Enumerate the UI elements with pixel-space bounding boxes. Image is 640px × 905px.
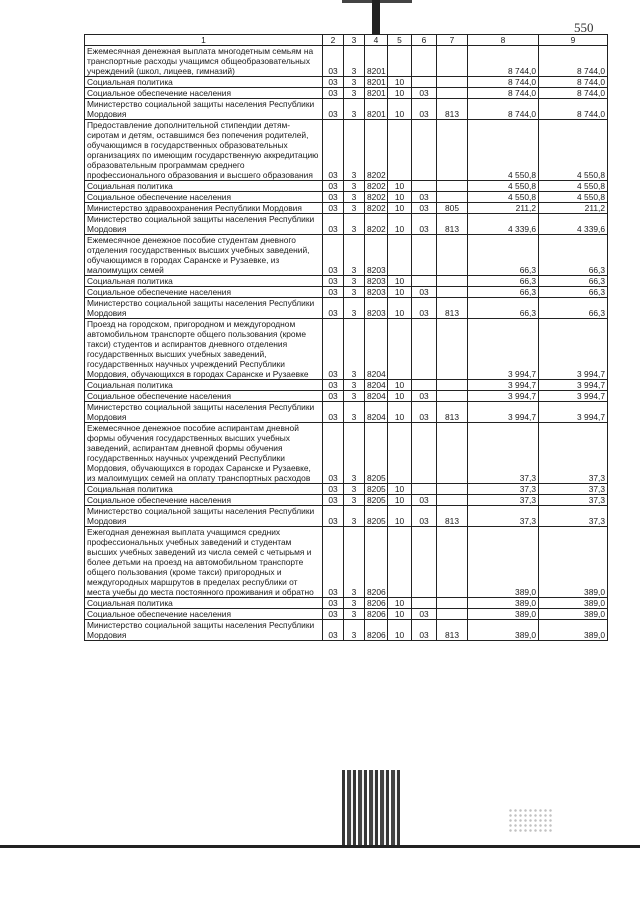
chapter-code-cell: 10 [388, 203, 412, 214]
article-code-cell: 8203 [365, 298, 388, 319]
ministry-code-cell [437, 484, 468, 495]
sub-chapter-code-cell: 03 [412, 506, 437, 527]
ministry-code-cell [437, 46, 468, 77]
ministry-code-cell [437, 88, 468, 99]
scan-artifact-top-mark [372, 0, 380, 34]
row-name-cell: Ежемесячное денежное пособие студентам дневного отделения государственных высших учебных заведений, обучающимся в городах Саранске и Рузаевке, из малоимущих семей [85, 235, 323, 276]
section-code-cell: 03 [323, 298, 344, 319]
row-name-cell: Ежемесячное денежное пособие аспирантам дневной формы обучения государственных высших учебных заведений, аспирантам дневной формы обучения государственных научных учреждений Республики Мордовия, обучающихся в городах Саранске и Рузаевке, из малоимущих семей на оплату транспортных расходов [85, 423, 323, 484]
chapter-code-cell: 10 [388, 609, 412, 620]
amount-total-cell: 389,0 [539, 609, 608, 620]
section-code-cell: 03 [323, 192, 344, 203]
budget-table [84, 34, 608, 641]
article-code-cell: 8206 [365, 598, 388, 609]
table-row [85, 391, 608, 402]
subsection-code-cell: 3 [344, 527, 365, 598]
subsection-code-cell: 3 [344, 609, 365, 620]
amount-total-cell: 4 550,8 [539, 192, 608, 203]
ministry-code-cell [437, 276, 468, 287]
table-row [85, 46, 608, 77]
table-row [85, 235, 608, 276]
section-code-cell: 03 [323, 423, 344, 484]
amount-total-cell: 37,3 [539, 506, 608, 527]
subsection-code-cell: 3 [344, 181, 365, 192]
amount-cell: 3 994,7 [468, 380, 539, 391]
article-code-cell: 8202 [365, 192, 388, 203]
row-name-cell: Министерство социальной защиты населения Республики Мордовия [85, 506, 323, 527]
column-header-5: 5 [388, 35, 412, 46]
chapter-code-cell: 10 [388, 276, 412, 287]
ministry-code-cell: 813 [437, 506, 468, 527]
chapter-code-cell: 10 [388, 88, 412, 99]
table-row [85, 99, 608, 120]
table-row [85, 506, 608, 527]
row-name-cell: Социальное обеспечение населения [85, 88, 323, 99]
subsection-code-cell: 3 [344, 276, 365, 287]
amount-total-cell: 389,0 [539, 620, 608, 641]
article-code-cell: 8201 [365, 46, 388, 77]
chapter-code-cell: 10 [388, 495, 412, 506]
sub-chapter-code-cell: 03 [412, 192, 437, 203]
sub-chapter-code-cell: 03 [412, 203, 437, 214]
amount-total-cell: 8 744,0 [539, 77, 608, 88]
sub-chapter-code-cell [412, 46, 437, 77]
chapter-code-cell: 10 [388, 620, 412, 641]
ministry-code-cell: 813 [437, 99, 468, 120]
article-code-cell: 8201 [365, 99, 388, 120]
column-header-7: 7 [437, 35, 468, 46]
amount-total-cell: 37,3 [539, 495, 608, 506]
ministry-code-cell [437, 181, 468, 192]
ministry-code-cell [437, 77, 468, 88]
amount-cell: 389,0 [468, 527, 539, 598]
section-code-cell: 03 [323, 214, 344, 235]
row-name-cell: Социальная политика [85, 181, 323, 192]
ministry-code-cell: 813 [437, 620, 468, 641]
row-name-cell: Министерство социальной защиты населения Республики Мордовия [85, 620, 323, 641]
row-name-cell: Ежемесячная денежная выплата многодетным семьям на транспортные расходы учащимся общеобразовательных учреждений (школ, лицеев, гимназий) [85, 46, 323, 77]
sub-chapter-code-cell [412, 120, 437, 181]
article-code-cell: 8202 [365, 214, 388, 235]
row-name-cell: Министерство социальной защиты населения Республики Мордовия [85, 99, 323, 120]
scan-artifact-binding-mark [342, 770, 400, 845]
chapter-code-cell: 10 [388, 598, 412, 609]
sub-chapter-code-cell: 03 [412, 287, 437, 298]
article-code-cell: 8201 [365, 77, 388, 88]
chapter-code-cell [388, 423, 412, 484]
sub-chapter-code-cell: 03 [412, 402, 437, 423]
amount-total-cell: 3 994,7 [539, 380, 608, 391]
sub-chapter-code-cell [412, 319, 437, 380]
sub-chapter-code-cell: 03 [412, 609, 437, 620]
row-name-cell: Ежегодная денежная выплата учащимся средних профессиональных учебных заведений и студентам высших учебных заведений из числа семей с четырьмя и более детьми на проезд на автомобильном транспорте общего пользования (кроме такси) пригородных и междугородных маршрутов в пределах республики от места учебы до места постоянного проживания и обратно [85, 527, 323, 598]
subsection-code-cell: 3 [344, 620, 365, 641]
article-code-cell: 8202 [365, 181, 388, 192]
amount-cell: 389,0 [468, 620, 539, 641]
scan-artifact-speckle [508, 808, 554, 834]
row-name-cell: Социальное обеспечение населения [85, 609, 323, 620]
subsection-code-cell: 3 [344, 99, 365, 120]
sub-chapter-code-cell [412, 598, 437, 609]
row-name-cell: Социальная политика [85, 598, 323, 609]
column-header-8: 8 [468, 35, 539, 46]
ministry-code-cell: 805 [437, 203, 468, 214]
amount-cell: 37,3 [468, 484, 539, 495]
subsection-code-cell: 3 [344, 298, 365, 319]
article-code-cell: 8204 [365, 402, 388, 423]
section-code-cell: 03 [323, 287, 344, 298]
section-code-cell: 03 [323, 99, 344, 120]
table-row [85, 620, 608, 641]
subsection-code-cell: 3 [344, 287, 365, 298]
section-code-cell: 03 [323, 609, 344, 620]
article-code-cell: 8205 [365, 495, 388, 506]
table-row [85, 181, 608, 192]
amount-cell: 8 744,0 [468, 88, 539, 99]
article-code-cell: 8204 [365, 391, 388, 402]
article-code-cell: 8203 [365, 276, 388, 287]
subsection-code-cell: 3 [344, 319, 365, 380]
section-code-cell: 03 [323, 235, 344, 276]
amount-cell: 66,3 [468, 276, 539, 287]
table-body [85, 46, 608, 641]
amount-cell: 66,3 [468, 235, 539, 276]
chapter-code-cell: 10 [388, 391, 412, 402]
amount-cell: 4 339,6 [468, 214, 539, 235]
table-row [85, 380, 608, 391]
amount-total-cell: 389,0 [539, 527, 608, 598]
amount-total-cell: 66,3 [539, 298, 608, 319]
table-row [85, 77, 608, 88]
amount-total-cell: 8 744,0 [539, 99, 608, 120]
row-name-cell: Социальное обеспечение населения [85, 495, 323, 506]
table-row [85, 402, 608, 423]
amount-cell: 8 744,0 [468, 77, 539, 88]
chapter-code-cell [388, 527, 412, 598]
chapter-code-cell: 10 [388, 181, 412, 192]
article-code-cell: 8201 [365, 88, 388, 99]
amount-cell: 8 744,0 [468, 99, 539, 120]
amount-total-cell: 211,2 [539, 203, 608, 214]
row-name-cell: Социальная политика [85, 77, 323, 88]
chapter-code-cell: 10 [388, 298, 412, 319]
chapter-code-cell: 10 [388, 484, 412, 495]
ministry-code-cell [437, 495, 468, 506]
ministry-code-cell [437, 598, 468, 609]
section-code-cell: 03 [323, 319, 344, 380]
sub-chapter-code-cell: 03 [412, 88, 437, 99]
amount-cell: 4 550,8 [468, 192, 539, 203]
sub-chapter-code-cell: 03 [412, 298, 437, 319]
amount-total-cell: 3 994,7 [539, 319, 608, 380]
table-row [85, 88, 608, 99]
table-row [85, 214, 608, 235]
article-code-cell: 8206 [365, 620, 388, 641]
column-header-3: 3 [344, 35, 365, 46]
amount-total-cell: 4 339,6 [539, 214, 608, 235]
amount-total-cell: 3 994,7 [539, 402, 608, 423]
amount-cell: 8 744,0 [468, 46, 539, 77]
ministry-code-cell [437, 609, 468, 620]
sub-chapter-code-cell: 03 [412, 99, 437, 120]
article-code-cell: 8202 [365, 120, 388, 181]
article-code-cell: 8206 [365, 527, 388, 598]
amount-total-cell: 37,3 [539, 484, 608, 495]
amount-cell: 4 550,8 [468, 120, 539, 181]
table-header-row [85, 35, 608, 46]
column-header-1: 1 [85, 35, 323, 46]
table-row [85, 120, 608, 181]
subsection-code-cell: 3 [344, 88, 365, 99]
ministry-code-cell: 813 [437, 402, 468, 423]
row-name-cell: Социальное обеспечение населения [85, 391, 323, 402]
amount-cell: 3 994,7 [468, 402, 539, 423]
section-code-cell: 03 [323, 391, 344, 402]
row-name-cell: Социальная политика [85, 276, 323, 287]
subsection-code-cell: 3 [344, 495, 365, 506]
amount-cell: 389,0 [468, 598, 539, 609]
column-header-4: 4 [365, 35, 388, 46]
section-code-cell: 03 [323, 276, 344, 287]
article-code-cell: 8202 [365, 203, 388, 214]
sub-chapter-code-cell [412, 181, 437, 192]
row-name-cell: Социальная политика [85, 380, 323, 391]
row-name-cell: Социальное обеспечение населения [85, 192, 323, 203]
section-code-cell: 03 [323, 402, 344, 423]
chapter-code-cell: 10 [388, 402, 412, 423]
ministry-code-cell [437, 423, 468, 484]
chapter-code-cell [388, 46, 412, 77]
ministry-code-cell [437, 120, 468, 181]
section-code-cell: 03 [323, 181, 344, 192]
chapter-code-cell: 10 [388, 380, 412, 391]
chapter-code-cell: 10 [388, 287, 412, 298]
amount-cell: 211,2 [468, 203, 539, 214]
column-header-9: 9 [539, 35, 608, 46]
row-name-cell: Министерство социальной защиты населения Республики Мордовия [85, 402, 323, 423]
subsection-code-cell: 3 [344, 391, 365, 402]
amount-total-cell: 66,3 [539, 287, 608, 298]
chapter-code-cell: 10 [388, 192, 412, 203]
section-code-cell: 03 [323, 77, 344, 88]
subsection-code-cell: 3 [344, 235, 365, 276]
section-code-cell: 03 [323, 88, 344, 99]
chapter-code-cell [388, 319, 412, 380]
amount-cell: 66,3 [468, 298, 539, 319]
subsection-code-cell: 3 [344, 77, 365, 88]
table-row [85, 484, 608, 495]
sub-chapter-code-cell: 03 [412, 495, 437, 506]
article-code-cell: 8204 [365, 319, 388, 380]
amount-total-cell: 37,3 [539, 423, 608, 484]
subsection-code-cell: 3 [344, 380, 365, 391]
page-number: 550 [574, 20, 594, 35]
subsection-code-cell: 3 [344, 46, 365, 77]
amount-total-cell: 8 744,0 [539, 88, 608, 99]
subsection-code-cell: 3 [344, 120, 365, 181]
amount-total-cell: 66,3 [539, 235, 608, 276]
sub-chapter-code-cell: 03 [412, 214, 437, 235]
ministry-code-cell [437, 380, 468, 391]
chapter-code-cell: 10 [388, 506, 412, 527]
sub-chapter-code-cell [412, 423, 437, 484]
row-name-cell: Проезд на городском, пригородном и междугородном автомобильном транспорте общего пользования (кроме такси) студентов и аспирантов дневного отделения государственных высших учебных заведений, государственных научных учреждений Республики Мордовия, обучающихся в городах Саранске и Рузаевке [85, 319, 323, 380]
subsection-code-cell: 3 [344, 484, 365, 495]
article-code-cell: 8205 [365, 423, 388, 484]
row-name-cell: Социальная политика [85, 484, 323, 495]
section-code-cell: 03 [323, 484, 344, 495]
row-name-cell: Министерство социальной защиты населения Республики Мордовия [85, 298, 323, 319]
article-code-cell: 8203 [365, 235, 388, 276]
table-row [85, 423, 608, 484]
ministry-code-cell: 813 [437, 298, 468, 319]
sub-chapter-code-cell [412, 380, 437, 391]
subsection-code-cell: 3 [344, 192, 365, 203]
table-row [85, 298, 608, 319]
subsection-code-cell: 3 [344, 203, 365, 214]
amount-cell: 37,3 [468, 506, 539, 527]
table-row [85, 276, 608, 287]
section-code-cell: 03 [323, 598, 344, 609]
amount-total-cell: 66,3 [539, 276, 608, 287]
amount-cell: 4 550,8 [468, 181, 539, 192]
subsection-code-cell: 3 [344, 214, 365, 235]
sub-chapter-code-cell [412, 484, 437, 495]
sub-chapter-code-cell [412, 276, 437, 287]
amount-total-cell: 4 550,8 [539, 120, 608, 181]
sub-chapter-code-cell: 03 [412, 620, 437, 641]
article-code-cell: 8204 [365, 380, 388, 391]
chapter-code-cell [388, 120, 412, 181]
table-row [85, 287, 608, 298]
ministry-code-cell: 813 [437, 214, 468, 235]
section-code-cell: 03 [323, 495, 344, 506]
section-code-cell: 03 [323, 380, 344, 391]
ministry-code-cell [437, 287, 468, 298]
article-code-cell: 8206 [365, 609, 388, 620]
table-row [85, 609, 608, 620]
amount-cell: 3 994,7 [468, 319, 539, 380]
subsection-code-cell: 3 [344, 598, 365, 609]
table-row [85, 319, 608, 380]
section-code-cell: 03 [323, 120, 344, 181]
subsection-code-cell: 3 [344, 423, 365, 484]
ministry-code-cell [437, 319, 468, 380]
sub-chapter-code-cell [412, 235, 437, 276]
row-name-cell: Социальное обеспечение населения [85, 287, 323, 298]
sub-chapter-code-cell [412, 77, 437, 88]
amount-total-cell: 8 744,0 [539, 46, 608, 77]
chapter-code-cell: 10 [388, 77, 412, 88]
amount-cell: 3 994,7 [468, 391, 539, 402]
amount-cell: 37,3 [468, 495, 539, 506]
table-row [85, 495, 608, 506]
table-row [85, 598, 608, 609]
ministry-code-cell [437, 527, 468, 598]
ministry-code-cell [437, 391, 468, 402]
subsection-code-cell: 3 [344, 402, 365, 423]
amount-total-cell: 3 994,7 [539, 391, 608, 402]
article-code-cell: 8203 [365, 287, 388, 298]
chapter-code-cell [388, 235, 412, 276]
section-code-cell: 03 [323, 203, 344, 214]
section-code-cell: 03 [323, 527, 344, 598]
sub-chapter-code-cell [412, 527, 437, 598]
ministry-code-cell [437, 235, 468, 276]
table-row [85, 203, 608, 214]
subsection-code-cell: 3 [344, 506, 365, 527]
section-code-cell: 03 [323, 620, 344, 641]
scan-artifact-bottom-line [0, 845, 640, 848]
amount-cell: 389,0 [468, 609, 539, 620]
column-header-2: 2 [323, 35, 344, 46]
article-code-cell: 8205 [365, 506, 388, 527]
section-code-cell: 03 [323, 506, 344, 527]
sub-chapter-code-cell: 03 [412, 391, 437, 402]
row-name-cell: Министерство социальной защиты населения Республики Мордовия [85, 214, 323, 235]
amount-cell: 37,3 [468, 423, 539, 484]
table-row [85, 192, 608, 203]
row-name-cell: Министерство здравоохранения Республики Мордовия [85, 203, 323, 214]
amount-total-cell: 4 550,8 [539, 181, 608, 192]
section-code-cell: 03 [323, 46, 344, 77]
chapter-code-cell: 10 [388, 214, 412, 235]
article-code-cell: 8205 [365, 484, 388, 495]
row-name-cell: Предоставление дополнительной стипендии детям-сиротам и детям, оставшимся без попечения родителей, обучающимся в государственных образовательных организациях по имеющим государственную аккредитацию образовательным программам среднего профессионального образования и высшего образования [85, 120, 323, 181]
amount-cell: 66,3 [468, 287, 539, 298]
column-header-6: 6 [412, 35, 437, 46]
chapter-code-cell: 10 [388, 99, 412, 120]
amount-total-cell: 389,0 [539, 598, 608, 609]
table-row [85, 527, 608, 598]
ministry-code-cell [437, 192, 468, 203]
